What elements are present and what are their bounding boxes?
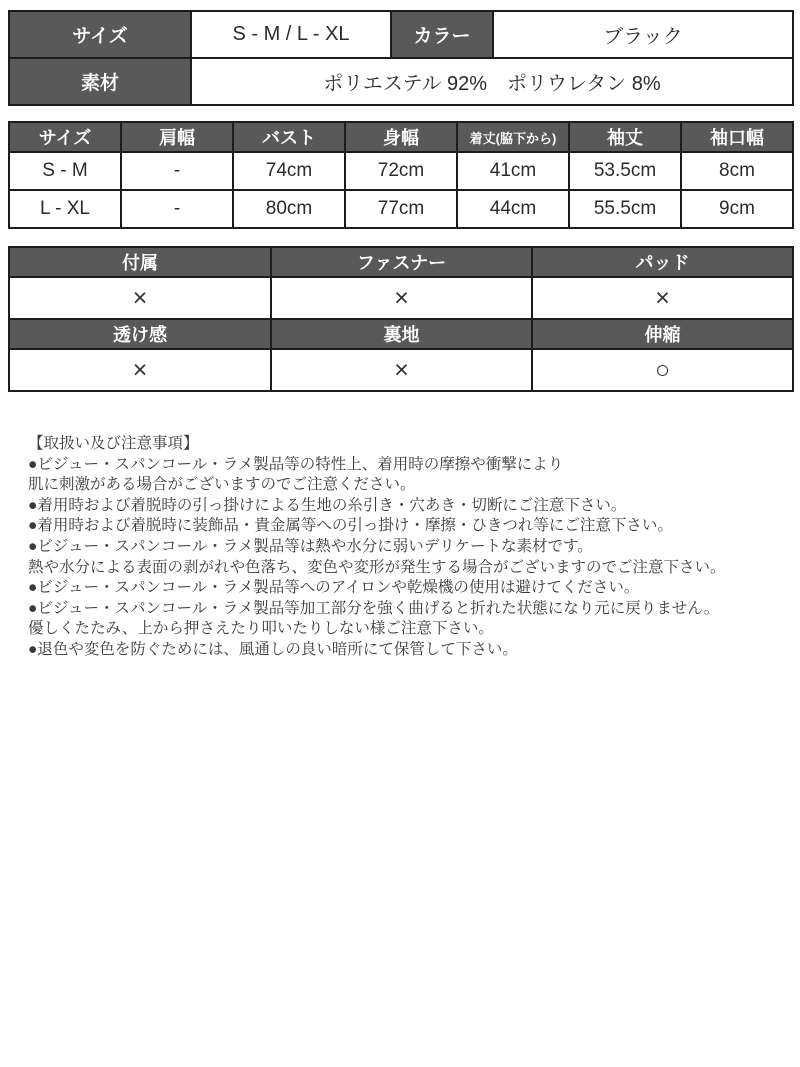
notes-line: ●着用時および着脱時に装飾品・貴金属等への引っ掛け・摩擦・ひきつれ等にご注意下さい。: [28, 517, 673, 535]
value-cell: -: [121, 190, 233, 228]
table-row: [9, 190, 793, 228]
value-cell: 41cm: [457, 152, 569, 190]
value-cell: 77cm: [345, 190, 457, 228]
header-cell: 伸縮: [532, 319, 793, 349]
header-cell: サイズ: [9, 122, 121, 152]
table-row: [9, 58, 793, 105]
material-value-cell: ポリエステル 92% ポリウレタン 8%: [191, 58, 793, 105]
handling-notes: [8, 434, 792, 661]
notes-line: ●着用時および着脱時の引っ掛けによる生地の糸引き・穴あき・切断にご注意下さい。: [28, 496, 627, 514]
table-header-row: [9, 319, 793, 349]
header-cell: 袖丈: [569, 122, 681, 152]
feature-mark-cell: ×: [271, 349, 532, 391]
value-cell: L - XL: [9, 190, 121, 228]
size-label-cell: サイズ: [9, 11, 191, 58]
notes-line: ●ビジュー・スパンコール・ラメ製品等へのアイロンや乾燥機の使用は避けてください。: [28, 579, 640, 597]
notes-line: ●ビジュー・スパンコール・ラメ製品等加工部分を強く曲げると折れた状態になり元に戻りません。: [28, 599, 720, 617]
feature-mark-cell: ×: [271, 277, 532, 319]
feature-mark-cell: ×: [9, 277, 271, 319]
notes-line: ●ビジュー・スパンコール・ラメ製品等の特性上、着用時の摩擦や衝撃により: [28, 455, 564, 473]
value-cell: 9cm: [681, 190, 793, 228]
feature-mark-cell: ×: [9, 349, 271, 391]
table-row: [9, 11, 793, 58]
notes-line: ●ビジュー・スパンコール・ラメ製品等は熱や水分に弱いデリケートな素材です。: [28, 538, 593, 556]
value-cell: 80cm: [233, 190, 345, 228]
notes-line: ●退色や変色を防ぐためには、風通しの良い暗所にて保管して下さい。: [28, 641, 518, 659]
header-cell: 透け感: [9, 319, 271, 349]
value-cell: 72cm: [345, 152, 457, 190]
table-row: [9, 152, 793, 190]
table-header-row: [9, 247, 793, 277]
value-cell: 55.5cm: [569, 190, 681, 228]
spec-table: [8, 10, 794, 106]
value-cell: 53.5cm: [569, 152, 681, 190]
value-cell: 74cm: [233, 152, 345, 190]
notes-line: 優しくたたみ、上から押さえたり叩いたりしない様ご注意下さい。: [28, 620, 494, 638]
header-cell: 付属: [9, 247, 271, 277]
table-row: [9, 349, 793, 391]
value-cell: 44cm: [457, 190, 569, 228]
header-cell: 裏地: [271, 319, 532, 349]
header-cell: 袖口幅: [681, 122, 793, 152]
value-cell: S - M: [9, 152, 121, 190]
notes-title: 【取扱い及び注意事項】: [28, 435, 199, 452]
table-row: [9, 277, 793, 319]
features-table: [8, 246, 794, 392]
header-cell: バスト: [233, 122, 345, 152]
color-value-cell: ブラック: [493, 11, 793, 58]
size-value-cell: S - M / L - XL: [191, 11, 391, 58]
header-cell: ファスナー: [271, 247, 532, 277]
value-cell: 8cm: [681, 152, 793, 190]
value-cell: -: [121, 152, 233, 190]
feature-mark-cell: ○: [532, 349, 793, 391]
color-label-cell: カラー: [391, 11, 493, 58]
material-label-cell: 素材: [9, 58, 191, 105]
header-cell: 着丈(脇下から): [457, 122, 569, 152]
feature-mark-cell: ×: [532, 277, 793, 319]
measurements-table: [8, 121, 794, 229]
notes-line: 肌に刺激がある場合がございますのでご注意ください。: [28, 476, 416, 494]
header-cell: 身幅: [345, 122, 457, 152]
header-cell: パッド: [532, 247, 793, 277]
header-cell: 肩幅: [121, 122, 233, 152]
notes-line: 熱や水分による表面の剥がれや色落ち、変色や変形が発生する場合がございますのでご注意下さい。: [28, 558, 726, 576]
table-header-row: [9, 122, 793, 152]
